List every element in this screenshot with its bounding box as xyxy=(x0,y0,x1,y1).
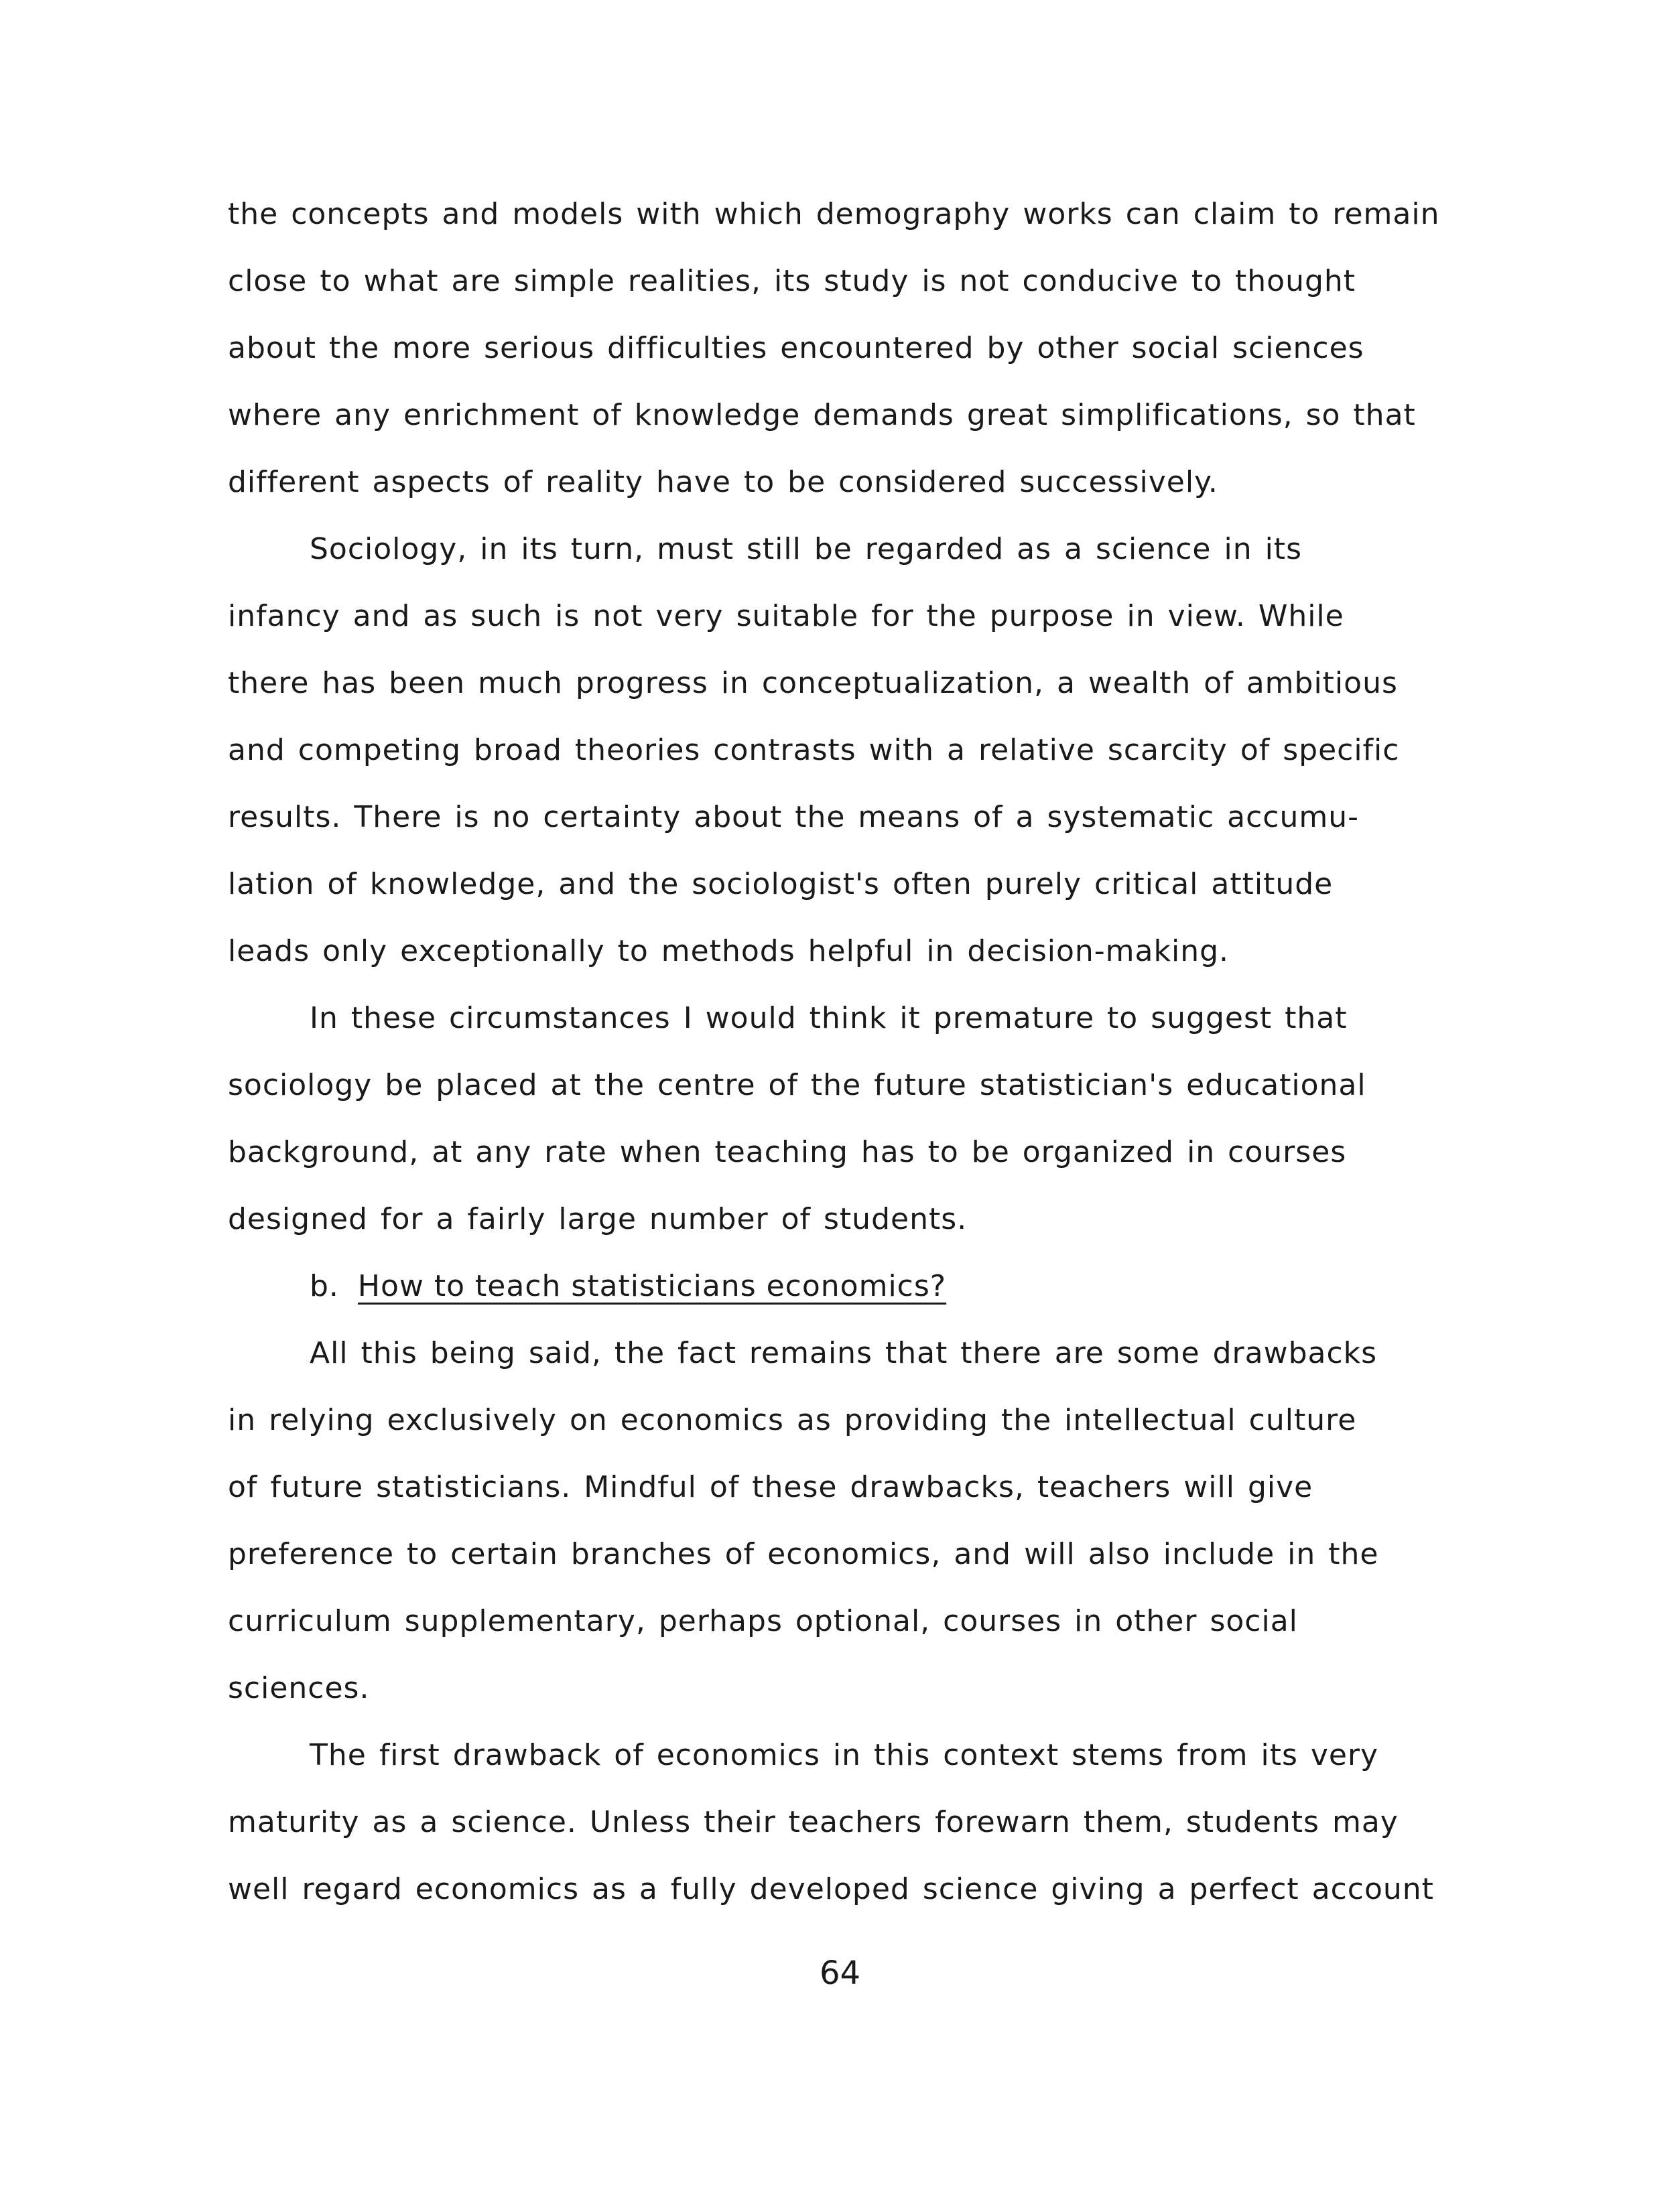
text-line: about the more serious difficulties encountered by other social sciences xyxy=(228,331,1364,365)
text-line: well regard economics as a fully developed science giving a perfect account xyxy=(228,1872,1434,1906)
text-line: The first drawback of economics in this context stems from its very xyxy=(310,1738,1379,1772)
text-line: curriculum supplementary, perhaps optional, courses in other social xyxy=(228,1604,1298,1638)
text-line: maturity as a science. Unless their teachers forewarn them, students may xyxy=(228,1805,1399,1839)
text-line: of future statisticians. Mindful of these drawbacks, teachers will give xyxy=(228,1470,1313,1504)
text-line: results. There is no certainty about the means of a systematic accumu- xyxy=(228,800,1359,834)
text-line: the concepts and models with which demography works can claim to remain xyxy=(228,197,1440,231)
text-line: background, at any rate when teaching has to be organized in courses xyxy=(228,1135,1347,1169)
text-line: Sociology, in its turn, must still be regarded as a science in its xyxy=(310,532,1302,566)
section-heading xyxy=(228,1253,1514,1320)
text-line: where any enrichment of knowledge demands great simplifications, so that xyxy=(228,398,1416,432)
page-number: 64 xyxy=(819,1954,861,1992)
paragraphs-before-heading xyxy=(228,181,1514,1253)
section-letter: b. xyxy=(310,1269,339,1303)
text-line: there has been much progress in conceptualization, a wealth of ambitious xyxy=(228,666,1398,700)
text-line: In these circumstances I would think it premature to suggest that xyxy=(310,1001,1348,1035)
paragraphs-after-heading xyxy=(228,1320,1514,1923)
text-line: leads only exceptionally to methods helpful in decision-making. xyxy=(228,934,1229,968)
text-line: sociology be placed at the centre of the future statistician's educational xyxy=(228,1068,1366,1102)
text-line: close to what are simple realities, its study is not conducive to thought xyxy=(228,264,1356,298)
text-line: in relying exclusively on economics as providing the intellectual culture xyxy=(228,1403,1357,1437)
text-line: sciences. xyxy=(228,1671,370,1705)
text-line: lation of knowledge, and the sociologist's often purely critical attitude xyxy=(228,867,1334,901)
text-line: designed for a fairly large number of students. xyxy=(228,1202,968,1236)
body-text xyxy=(228,181,1514,1923)
text-line: infancy and as such is not very suitable for the purpose in view. While xyxy=(228,599,1344,633)
text-line: preference to certain branches of economics, and will also include in the xyxy=(228,1537,1379,1571)
text-line: All this being said, the fact remains that there are some drawbacks xyxy=(310,1336,1378,1370)
text-line: and competing broad theories contrasts with a relative scarcity of specific xyxy=(228,733,1400,767)
text-line: different aspects of reality have to be considered successively. xyxy=(228,465,1218,499)
section-title: How to teach statisticians economics? xyxy=(357,1269,947,1303)
